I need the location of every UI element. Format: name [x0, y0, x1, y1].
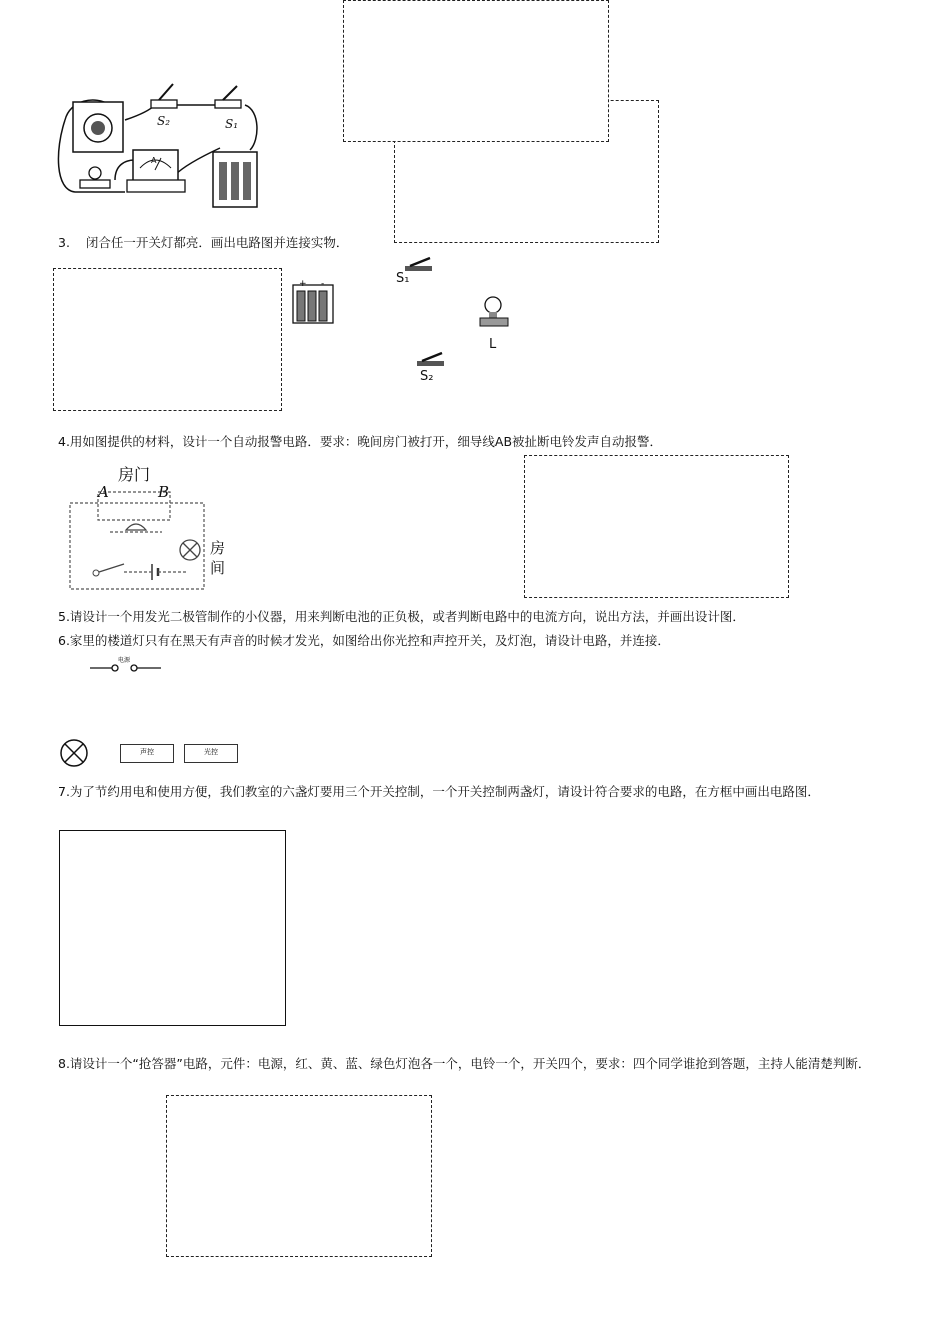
q4-door-label: 房门	[118, 465, 151, 484]
q3-text: 闭合任一开关灯都亮．画出电路图并连接实物．	[85, 235, 349, 250]
q4-room-label: 房间	[210, 539, 226, 577]
q6-source-label: 电源	[118, 657, 131, 664]
q2-s2-label: S₂	[157, 114, 171, 128]
q6-source-symbol	[88, 655, 168, 675]
q4-a-label: A	[98, 483, 109, 501]
q7-question: 7.为了节约用电和使用方便，我们教室的六盏灯要用三个开关控制，一个开关控制两盏灯，请设计符合要求的电路，在方框中画出电路图．	[58, 784, 820, 799]
q5-question: 5.请设计一个用发光二极管制作的小仪器，用来判断电池的正负极，或者判断电路中的电流方向，说出方法，并画出设计图．	[58, 609, 745, 624]
q3-battery-icon	[291, 277, 335, 325]
q6-power-source	[88, 655, 168, 675]
q6-sound-switch: 声控	[120, 744, 174, 763]
q7-answer-box[interactable]	[59, 830, 286, 1026]
q4-alarm-figure	[66, 458, 236, 596]
q4-question: 4.用如图提供的材料，设计一个自动报警电路．要求：晚间房门被打开，细导线AB被扯断电铃发声自动报警．	[58, 434, 663, 449]
svg-text:+: +	[299, 279, 307, 289]
q4-answer-box[interactable]	[524, 455, 789, 598]
q3-question	[58, 234, 348, 252]
q3-answer-box[interactable]	[53, 268, 282, 411]
q3-s1-label: S₁	[396, 271, 410, 286]
q3-lamp-label: L	[489, 337, 497, 352]
q4-b-label: B	[158, 483, 170, 501]
q8-question: 8.请设计一个“抢答器”电路，元件：电源，红、黄、蓝、绿色灯泡各一个，电铃一个，开关四个，要求：四个同学谁抢到答题，主持人能清楚判断．	[58, 1056, 871, 1071]
q2-circuit-drawing	[55, 80, 265, 215]
q3-switch-s2-icon	[416, 351, 446, 367]
q2-ammeter-label: A	[151, 156, 157, 165]
q8-answer-box[interactable]	[166, 1095, 432, 1257]
q2-answer-box-top[interactable]	[343, 0, 609, 142]
q6-light-switch: 光控	[184, 744, 238, 763]
q3-number: 3.	[58, 235, 70, 250]
q2-circuit-figure	[55, 80, 265, 215]
q6-lamp-symbol	[58, 737, 90, 769]
q3-switch-s1-icon	[404, 256, 434, 272]
q3-lamp-icon	[478, 294, 510, 330]
q6-question: 6.家里的楼道灯只有在黑天有声音的时候才发光，如图给出你光控和声控开关，及灯泡，请设计电路，并连接．	[58, 633, 670, 648]
svg-text:-: -	[321, 279, 325, 289]
q2-s1-label: S₁	[225, 117, 239, 131]
q3-s2-label: S₂	[420, 369, 434, 384]
